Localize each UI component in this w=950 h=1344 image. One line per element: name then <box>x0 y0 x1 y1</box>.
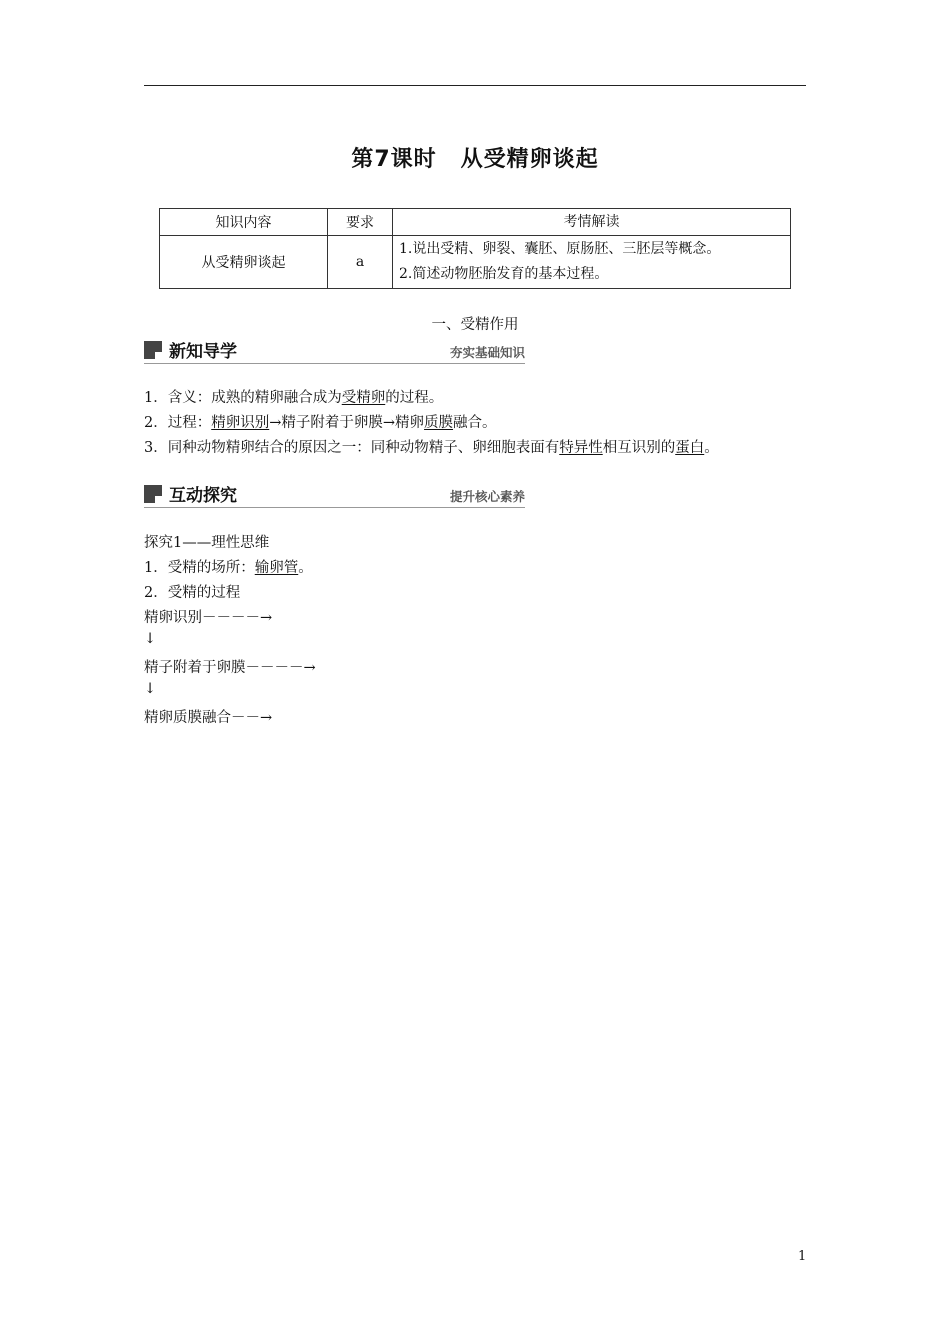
interactive-header <box>144 483 525 508</box>
table-row <box>160 236 791 289</box>
knowledge-item-1 <box>144 386 443 407</box>
square-bullet-icon <box>144 341 162 359</box>
item-answer: 输卵管 <box>254 560 299 576</box>
header-content: 知识内容 <box>160 209 328 236</box>
flow-arrow-down-icon: ↓ <box>144 681 157 697</box>
requirements-table <box>159 208 791 289</box>
new-knowledge-label: 新知导学 <box>169 342 237 362</box>
cell-level: a <box>328 236 393 289</box>
explore-item-1 <box>144 556 313 577</box>
item-text: 1．含义：成熟的精卵融合成为 <box>144 390 342 406</box>
item-text: 相互识别的 <box>602 440 676 456</box>
section-title: 一、受精作用 <box>431 317 519 333</box>
explore-title: 探究1——理性思维 <box>144 535 270 551</box>
flow-step-3: 精卵质膜融合－－→ <box>144 710 273 726</box>
square-bullet-icon <box>144 485 162 503</box>
note-1: 1.说出受精、卵裂、囊胚、原肠胚、三胚层等概念。 <box>399 241 721 257</box>
title-topic: 从受精卵谈起 <box>460 147 599 172</box>
cell-content: 从受精卵谈起 <box>160 236 328 289</box>
page-number: 1 <box>798 1249 807 1264</box>
flow-step-2: 精子附着于卵膜－－－－→ <box>144 660 316 676</box>
knowledge-item-2 <box>144 411 497 432</box>
header-level: 要求 <box>328 209 393 236</box>
item-text: 。 <box>298 560 313 576</box>
item-answer: 蛋白 <box>675 440 705 456</box>
interactive-label: 互动探究 <box>169 486 237 506</box>
flow-step-1: 精卵识别－－－－→ <box>144 610 273 626</box>
item-text: →精子附着于卵膜→精卵 <box>269 415 425 431</box>
item-text: 1．受精的场所： <box>144 560 255 576</box>
header-notes: 考情解读 <box>393 209 791 236</box>
cell-notes <box>393 236 791 289</box>
table-header-row <box>160 209 791 236</box>
explore-item-2: 2．受精的过程 <box>144 585 241 601</box>
item-answer: 精卵识别 <box>211 415 270 431</box>
item-text: 的过程。 <box>385 390 444 406</box>
item-text: 3．同种动物精卵结合的原因之一：同种动物精子、卵细胞表面有 <box>144 440 560 456</box>
item-answer: 质膜 <box>424 415 454 431</box>
flow-arrow-down-icon: ↓ <box>144 631 157 647</box>
item-answer: 特异性 <box>559 440 603 456</box>
header-rule <box>144 85 806 86</box>
interactive-tag: 提升核心素养 <box>449 489 525 504</box>
item-text: 融合。 <box>453 415 497 431</box>
new-knowledge-header <box>144 339 525 364</box>
item-text: 2．过程： <box>144 415 212 431</box>
item-answer: 受精卵 <box>341 390 386 406</box>
page-title <box>0 142 950 173</box>
item-text: 。 <box>704 440 719 456</box>
new-knowledge-tag: 夯实基础知识 <box>449 345 525 360</box>
knowledge-item-3 <box>144 436 719 457</box>
note-2: 2.简述动物胚胎发育的基本过程。 <box>399 266 609 282</box>
title-lesson: 第7课时 <box>351 147 437 172</box>
